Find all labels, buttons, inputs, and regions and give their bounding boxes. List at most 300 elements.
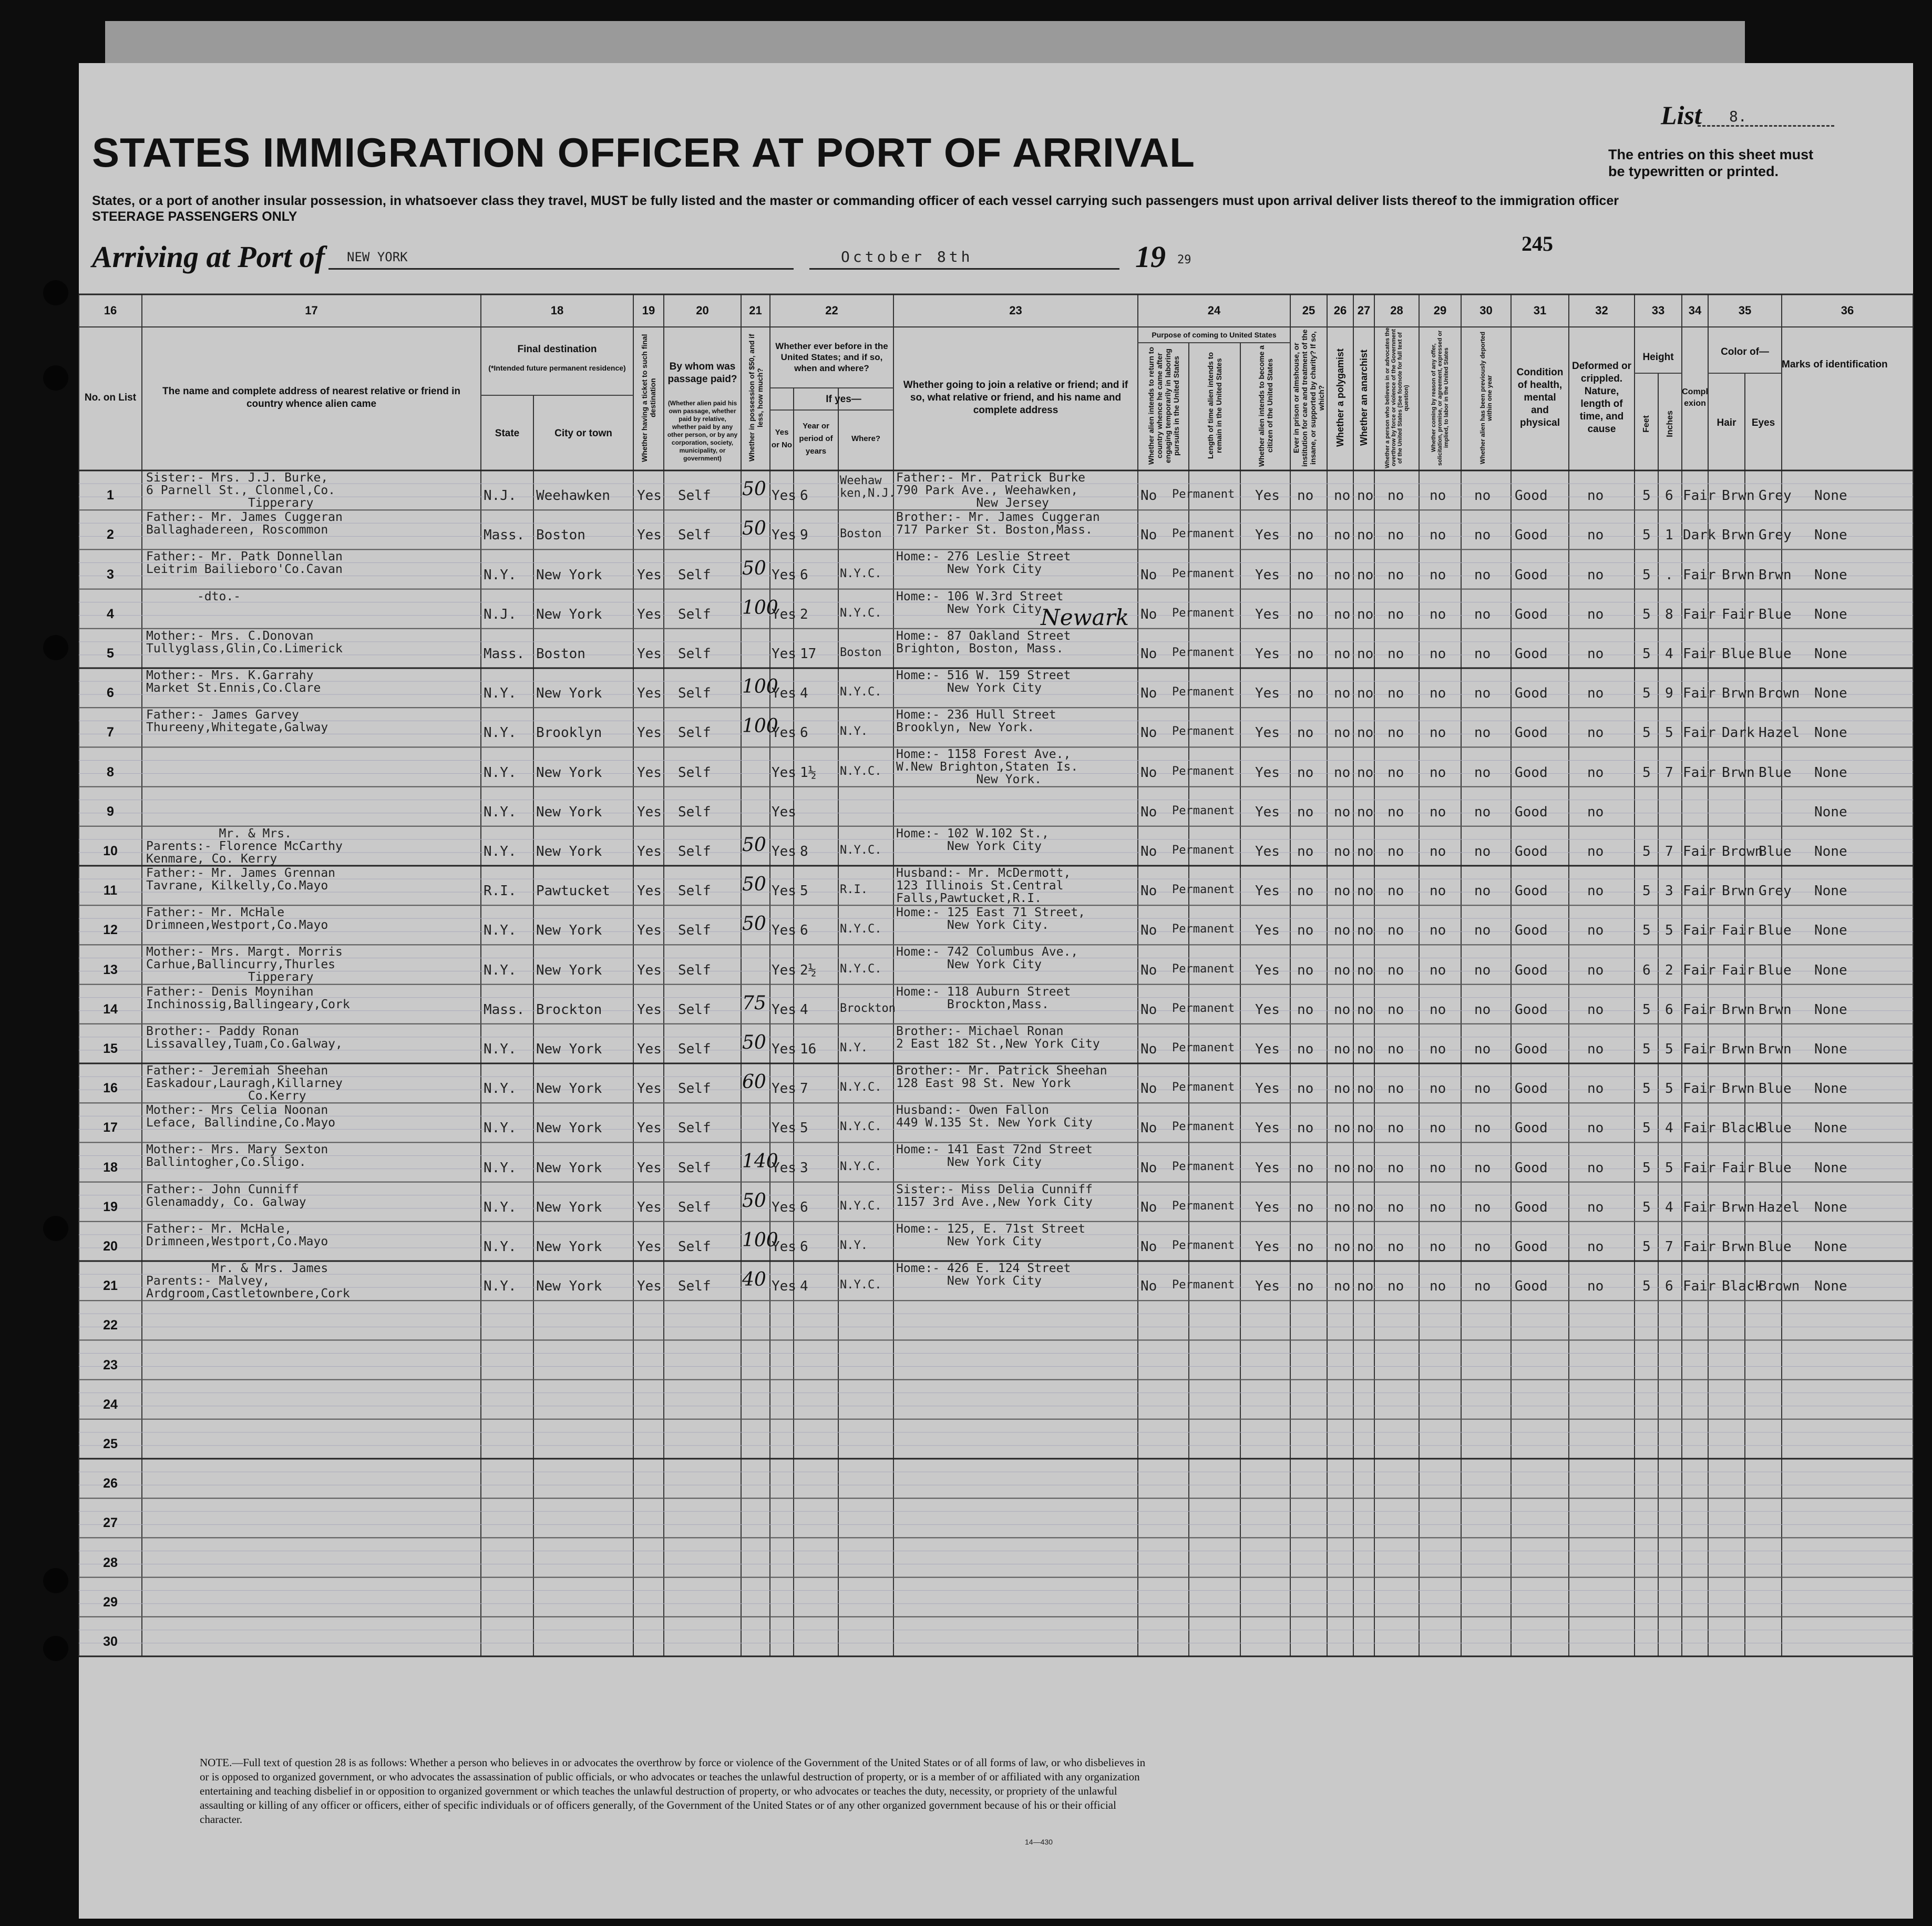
instruction-line: be typewritten or printed. [1608, 163, 1779, 179]
destination-state: N.J. [484, 606, 517, 622]
hair-color: Fair [1722, 606, 1755, 622]
identification-marks: None [1814, 844, 1847, 859]
deformity: no [1587, 962, 1604, 978]
header-inches-text: Inches [1665, 410, 1674, 437]
header-deformed: Deformed or crippled. Nature, length of time, and cause [1572, 361, 1631, 435]
contract-labor-status: no [1430, 527, 1446, 544]
ticket-status: Yes [637, 1199, 662, 1215]
ticket-status: Yes [637, 844, 662, 859]
intends-citizenship: Yes [1255, 883, 1280, 899]
prison-status: no [1297, 962, 1314, 978]
row-number: 4 [107, 606, 114, 621]
intends-return: No [1140, 1041, 1157, 1057]
eye-color: Grey [1759, 527, 1792, 544]
row-number: 16 [103, 1081, 118, 1096]
header-prison-text: Ever in prison or almshouse, or institution for care and treatment of the insane, or supported by charity? If so, which? [1292, 329, 1325, 467]
intends-return: No [1140, 685, 1157, 702]
row-number: 2 [107, 527, 114, 542]
ticket-status: Yes [637, 1239, 662, 1255]
relative-address: Father:- Mr. McHale, Drimneen,Westport,Co.Mayo [146, 1222, 328, 1248]
destination-state: N.Y. [484, 1278, 517, 1295]
header-state: State [495, 428, 520, 439]
anarchist-status: no [1357, 1199, 1374, 1215]
complexion: Fair [1683, 923, 1716, 939]
money-amount: 75 [742, 992, 766, 1014]
hair-color: Fair [1722, 923, 1755, 939]
hair-color: Brwn [1722, 685, 1755, 702]
height-feet: 5 [1642, 725, 1651, 741]
ticket-status: Yes [637, 606, 662, 622]
row-number: 7 [107, 725, 114, 740]
height-feet: 6 [1642, 962, 1651, 978]
anarchist-status: no [1357, 725, 1374, 741]
height-feet: 5 [1642, 1120, 1651, 1136]
relative-address: Father:- Denis Moynihan Inchinossig,Ballingeary,Cork [146, 985, 350, 1011]
destination-city: New York [536, 804, 602, 820]
destination-state: Mass. [484, 646, 525, 662]
passage-paid-by: Self [678, 1120, 711, 1136]
row-number: 22 [103, 1318, 118, 1333]
years-in-us: 4 [800, 1001, 808, 1018]
previous-location: N.Y. [840, 1041, 868, 1054]
prison-status: no [1297, 606, 1314, 622]
question-28-status: no [1388, 764, 1404, 781]
intends-return: No [1140, 844, 1157, 859]
complexion: Fair [1683, 646, 1716, 662]
intends-citizenship: Yes [1255, 1199, 1280, 1215]
deported-status: no [1474, 844, 1491, 859]
relative-address: Father:- Mr. McHale Drimneen,Westport,Co.Mayo [146, 906, 328, 933]
previously-in-us: Yes [772, 1199, 796, 1215]
identification-marks: None [1814, 1001, 1847, 1018]
relative-address: Mother:- Mrs. K.Garrahy Market St.Ennis,Co.Clare [146, 669, 321, 695]
deformity: no [1587, 527, 1604, 544]
height-inches: 5 [1665, 725, 1673, 741]
prison-status: no [1297, 725, 1314, 741]
column-number: 27 [1357, 304, 1371, 317]
identification-marks: None [1814, 567, 1847, 583]
contract-labor-status: no [1430, 844, 1446, 859]
prison-status: no [1297, 1001, 1314, 1018]
health-condition: Good [1515, 567, 1548, 583]
polygamist-status: no [1334, 725, 1351, 741]
deported-status: no [1474, 923, 1491, 939]
header-before-in-us: Whether ever before in the United States; and if so, when and where? [775, 341, 888, 373]
prison-status: no [1297, 1239, 1314, 1255]
length-of-stay: Permanent [1172, 764, 1235, 778]
relative-address: Father:- John Cunniff Glenamaddy, Co. Galway [146, 1182, 306, 1209]
complexion: Fair [1683, 685, 1716, 702]
height-feet: 5 [1642, 1001, 1651, 1018]
previously-in-us: Yes [772, 1041, 796, 1057]
joining-address: Home:- 236 Hull Street Brooklyn, New York. [896, 708, 1056, 735]
previously-in-us: Yes [772, 1278, 796, 1295]
eye-color: Hazel [1759, 1199, 1800, 1215]
list-label: List [1661, 100, 1702, 130]
column-number: 19 [642, 304, 655, 317]
row-number: 24 [103, 1397, 118, 1412]
contract-labor-status: no [1430, 646, 1446, 662]
eye-color: Blue [1759, 606, 1792, 622]
relative-address: -dto.- [146, 589, 241, 603]
complexion: Fair [1683, 567, 1716, 583]
hair-color: Fair [1722, 962, 1755, 978]
health-condition: Good [1515, 646, 1548, 662]
money-amount: 50 [742, 1190, 766, 1212]
previous-location: N.Y.C. [840, 606, 882, 620]
header-eyes: Eyes [1751, 417, 1775, 428]
question-28-status: no [1388, 844, 1404, 859]
port-of-arrival: NEW YORK [347, 250, 408, 264]
health-condition: Good [1515, 1239, 1548, 1255]
passage-paid-by: Self [678, 923, 711, 939]
row-number: 30 [103, 1634, 118, 1649]
intends-citizenship: Yes [1255, 1239, 1280, 1255]
column-number: 36 [1841, 304, 1854, 317]
contract-labor-status: no [1430, 1278, 1446, 1295]
intends-return: No [1140, 1120, 1157, 1136]
header-ticket-text: Whether having a ticket to such final destination [640, 334, 657, 462]
height-feet: 5 [1642, 527, 1651, 544]
anarchist-status: no [1357, 883, 1374, 899]
passage-paid-by: Self [678, 1001, 711, 1018]
intends-return: No [1140, 567, 1157, 583]
ticket-status: Yes [637, 725, 662, 741]
row-number: 18 [103, 1160, 118, 1175]
previously-in-us: Yes [772, 527, 796, 544]
passage-paid-by: Self [678, 1199, 711, 1215]
complexion: Fair [1683, 488, 1716, 504]
ticket-status: Yes [637, 646, 662, 662]
column-number: 35 [1738, 304, 1752, 317]
header-purpose: Purpose of coming to United States [1152, 331, 1277, 339]
prison-status: no [1297, 527, 1314, 544]
length-of-stay: Permanent [1172, 1199, 1235, 1213]
list-number: 8. [1729, 108, 1747, 125]
row-number: 12 [103, 923, 118, 938]
row-number: 29 [103, 1594, 118, 1610]
previously-in-us: Yes [772, 923, 796, 939]
question-28-status: no [1388, 883, 1404, 899]
hair-color: Brwn [1722, 527, 1755, 544]
header-contract-text: Whether coming by reason of any offer, solicitation, promise, or agreement, expressed or implied, to labor in the United States [1431, 330, 1450, 466]
height-feet: 5 [1642, 567, 1651, 583]
height-feet: 5 [1642, 764, 1651, 781]
header-purpose-citizen [1240, 343, 1290, 469]
previously-in-us: Yes [772, 962, 796, 978]
row-number: 20 [103, 1239, 118, 1254]
length-of-stay: Permanent [1172, 1041, 1235, 1054]
destination-city: New York [536, 923, 602, 939]
page-title: STATES IMMIGRATION OFFICER AT PORT OF ARRIVAL [92, 129, 1195, 176]
page-number: 245 [1522, 232, 1553, 255]
years-in-us: 6 [800, 923, 808, 939]
header-money [741, 327, 770, 469]
column-number: 33 [1651, 304, 1665, 317]
years-in-us: 7 [800, 1081, 808, 1097]
relative-address: Father:- Jeremiah Sheehan Easkadour,Lauragh,Killarney Co.Kerry [146, 1064, 343, 1103]
row-number: 15 [103, 1041, 118, 1056]
intends-citizenship: Yes [1255, 764, 1280, 781]
anarchist-status: no [1357, 844, 1374, 859]
header-purpose-length [1189, 343, 1240, 469]
height-feet: 5 [1642, 1199, 1651, 1215]
column-number: 29 [1433, 304, 1447, 317]
destination-city: New York [536, 844, 602, 859]
previous-location: N.Y.C. [840, 764, 882, 778]
destination-city: Weehawken [536, 488, 610, 504]
prison-status: no [1297, 1041, 1314, 1057]
instruction-line: The entries on this sheet must [1608, 147, 1814, 162]
question-28-status: no [1388, 606, 1404, 622]
polygamist-status: no [1334, 527, 1351, 544]
column-number: 21 [749, 304, 762, 317]
hair-color: Brwn [1722, 1239, 1755, 1255]
identification-marks: None [1814, 883, 1847, 899]
complexion: Fair [1683, 1239, 1716, 1255]
deported-status: no [1474, 962, 1491, 978]
header-purpose-citizen-text: Whether alien intends to become a citizen of the United States [1257, 345, 1274, 467]
arriving-label: Arriving at Port of [92, 240, 325, 274]
eye-color: Brown [1759, 1278, 1800, 1295]
polygamist-status: no [1334, 567, 1351, 583]
intends-citizenship: Yes [1255, 962, 1280, 978]
height-feet: 5 [1642, 844, 1651, 859]
deformity: no [1587, 1160, 1604, 1176]
row-number: 26 [103, 1476, 118, 1491]
anarchist-status: no [1357, 1081, 1374, 1097]
joining-address: Husband:- Mr. McDermott, 123 Illinois St.Central Falls,Pawtucket,R.I. [896, 866, 1071, 905]
years-in-us: 16 [800, 1041, 817, 1057]
destination-state: Mass. [484, 1001, 525, 1018]
ticket-status: Yes [637, 1278, 662, 1295]
money-amount: 50 [742, 478, 766, 500]
identification-marks: None [1814, 764, 1847, 781]
length-of-stay: Permanent [1172, 1120, 1235, 1134]
previous-location: N.Y.C. [840, 1081, 882, 1094]
health-condition: Good [1515, 685, 1548, 702]
deformity: no [1587, 804, 1604, 820]
destination-city: Boston [536, 527, 585, 544]
previously-in-us: Yes [772, 685, 796, 702]
deformity: no [1587, 606, 1604, 622]
contract-labor-status: no [1430, 1120, 1446, 1136]
hair-color: Fair [1722, 1160, 1755, 1176]
anarchist-status: no [1357, 764, 1374, 781]
complexion: Fair [1683, 1160, 1716, 1176]
header-question-28 [1374, 327, 1419, 469]
intends-return: No [1140, 764, 1157, 781]
identification-marks: None [1814, 1278, 1847, 1295]
passage-paid-by: Self [678, 646, 711, 662]
prison-status: no [1297, 685, 1314, 702]
deported-status: no [1474, 646, 1491, 662]
previous-location: N.Y. [840, 725, 868, 739]
joining-address: Home:- 125, E. 71st Street New York City [896, 1222, 1086, 1248]
question-28-status: no [1388, 527, 1404, 544]
passage-paid-by: Self [678, 725, 711, 741]
polygamist-status: no [1334, 1120, 1351, 1136]
joining-address: Brother:- Mr. Patrick Sheehan 128 East 98 St. New York [896, 1064, 1107, 1090]
previously-in-us: Yes [772, 1001, 796, 1018]
header-feet [1635, 378, 1658, 469]
question-28-status: no [1388, 488, 1404, 504]
passage-paid-by: Self [678, 1081, 711, 1097]
intends-citizenship: Yes [1255, 527, 1280, 544]
deported-status: no [1474, 1160, 1491, 1176]
question-28-status: no [1388, 646, 1404, 662]
row-number: 11 [103, 883, 118, 898]
previous-location: N.Y.C. [840, 1160, 882, 1173]
years-in-us: 3 [800, 1160, 808, 1176]
money-amount: 100 [742, 597, 778, 619]
previous-location: N.Y.C. [840, 1278, 882, 1292]
destination-city: New York [536, 962, 602, 978]
header-deported [1461, 327, 1511, 469]
prison-status: no [1297, 567, 1314, 583]
previously-in-us: Yes [772, 725, 796, 741]
destination-city: New York [536, 606, 602, 622]
anarchist-status: no [1357, 646, 1374, 662]
column-number: 25 [1302, 304, 1316, 317]
relative-address: Father:- Mr. James Cuggeran Ballaghadereen, Roscommon [146, 510, 343, 537]
header-anarchist [1353, 327, 1374, 469]
header-purpose-length-text: Length of time alien intends to remain in the United States [1206, 352, 1223, 459]
destination-city: New York [536, 1081, 602, 1097]
intends-return: No [1140, 804, 1157, 820]
eye-color: Blue [1759, 1081, 1792, 1097]
eye-color: Blue [1759, 646, 1792, 662]
eye-color: Blue [1759, 962, 1792, 978]
height-feet: 5 [1642, 883, 1651, 899]
row-number: 10 [103, 844, 118, 858]
length-of-stay: Permanent [1172, 725, 1235, 739]
column-number: 22 [825, 304, 838, 317]
header-no-on-list: No. on List [84, 392, 137, 403]
footnote-question-28: NOTE.—Full text of question 28 is as follows: Whether a person who believes in or advocates the overthrow by force or violence of the Government of the United States or of all forms of law, or who disbelieves in or is opposed to organized government, or who advocates the assassination of public officials, or who advocates or teaches the unlawful destruction of property, or is a member of or affiliated with any organization entertaining and teaching disbelief in or opposition to organized government or which teaches the unlawful destruction of property, or who advocates or teaches the duty, necessity, or propriety of the unlawful assaulting or killing of any officer or officers, either of specific individuals or of officers generally, of the Government of the United States or of any other organized government because of his or their official character. [200, 1756, 1146, 1826]
deformity: no [1587, 488, 1604, 504]
row-number: 25 [103, 1437, 118, 1451]
contract-labor-status: no [1430, 923, 1446, 939]
row-number: 21 [103, 1278, 118, 1294]
destination-state: N.Y. [484, 725, 517, 741]
destination-state: N.Y. [484, 844, 517, 859]
intends-citizenship: Yes [1255, 1081, 1280, 1097]
identification-marks: None [1814, 646, 1847, 662]
health-condition: Good [1515, 923, 1548, 939]
header-health: Condition of health, mental and physical [1516, 367, 1564, 428]
previous-location: N.Y.C. [840, 685, 882, 699]
destination-city: Boston [536, 646, 585, 662]
hair-color: Brwn [1722, 764, 1755, 781]
intends-return: No [1140, 1001, 1157, 1018]
header-where: Where? [851, 434, 880, 443]
years-in-us: 2½ [800, 962, 817, 978]
length-of-stay: Permanent [1172, 1001, 1235, 1015]
contract-labor-status: no [1430, 567, 1446, 583]
length-of-stay: Permanent [1172, 1081, 1235, 1094]
hair-color: Black [1722, 1120, 1763, 1136]
money-amount: 40 [742, 1269, 766, 1291]
joining-address: Home:- 426 E. 124 Street New York City [896, 1262, 1071, 1288]
prison-status: no [1297, 923, 1314, 939]
deported-status: no [1474, 804, 1491, 820]
deported-status: no [1474, 883, 1491, 899]
ticket-status: Yes [637, 1081, 662, 1097]
previous-location: N.Y.C. [840, 1120, 882, 1134]
money-amount: 50 [742, 518, 766, 540]
passage-paid-by: Self [678, 527, 711, 544]
contract-labor-status: no [1430, 1081, 1446, 1097]
joining-address: Husband:- Owen Fallon 449 W.135 St. New York City [896, 1103, 1093, 1130]
hair-color: Brown [1722, 844, 1763, 859]
passage-paid-by: Self [678, 488, 711, 504]
health-condition: Good [1515, 606, 1548, 622]
complexion: Fair [1683, 1081, 1716, 1097]
height-inches: 7 [1665, 1239, 1673, 1255]
height-inches: 5 [1665, 1041, 1673, 1057]
height-feet: 5 [1642, 923, 1651, 939]
question-28-status: no [1388, 1120, 1404, 1136]
height-inches: 4 [1665, 646, 1673, 662]
contract-labor-status: no [1430, 1239, 1446, 1255]
passage-paid-by: Self [678, 962, 711, 978]
destination-state: N.Y. [484, 923, 517, 939]
relative-address: Mr. & Mrs. James Parents:- Malvey, Ardgroom,Castletownbere,Cork [146, 1262, 350, 1300]
destination-state: N.Y. [484, 567, 517, 583]
previously-in-us: Yes [772, 606, 796, 622]
anarchist-status: no [1357, 527, 1374, 544]
relative-address: Father:- Mr. Patk Donnellan Leitrim Bailieboro'Co.Cavan [146, 550, 343, 577]
header-complexion: Complexion [1682, 387, 1708, 408]
years-in-us: 8 [800, 844, 808, 859]
prison-status: no [1297, 1120, 1314, 1136]
years-in-us: 4 [800, 685, 808, 702]
intends-citizenship: Yes [1255, 804, 1280, 820]
complexion: Fair [1683, 1001, 1716, 1018]
length-of-stay: Permanent [1172, 1239, 1235, 1252]
height-inches: 6 [1665, 488, 1673, 504]
hair-color: Brwn [1722, 1199, 1755, 1215]
joining-address: Home:- 276 Leslie Street New York City [896, 550, 1071, 577]
destination-state: N.Y. [484, 962, 517, 978]
prison-status: no [1297, 1199, 1314, 1215]
health-condition: Good [1515, 488, 1548, 504]
relative-address: Mother:- Mrs. Mary Sexton Ballintogher,Co.Sligo. [146, 1143, 328, 1170]
joining-address: Home:- 125 East 71 Street, New York City. [896, 906, 1086, 933]
hair-color: Brwn [1722, 488, 1755, 504]
deformity: no [1587, 725, 1604, 741]
header-question-28-text: Whether a person who believes in or advocates the overthrow by force or violence of the Government of the United States (See footnote for full text of question) [1384, 327, 1410, 468]
eye-color: Brwn [1759, 1041, 1792, 1057]
destination-city: Pawtucket [536, 883, 610, 899]
column-number: 16 [104, 304, 117, 317]
anarchist-status: no [1357, 1160, 1374, 1176]
destination-city: New York [536, 1041, 602, 1057]
row-number: 14 [103, 1001, 118, 1017]
header-contract [1419, 327, 1461, 469]
polygamist-status: no [1334, 804, 1351, 820]
health-condition: Good [1515, 883, 1548, 899]
polygamist-status: no [1334, 962, 1351, 978]
year-prefix: 19 [1135, 240, 1166, 274]
hair-color: Brwn [1722, 1001, 1755, 1018]
hair-color: Brwn [1722, 1081, 1755, 1097]
anarchist-status: no [1357, 962, 1374, 978]
question-28-status: no [1388, 962, 1404, 978]
relative-address: Father:- James Garvey Thureeny,Whitegate,Galway [146, 708, 328, 735]
intends-citizenship: Yes [1255, 488, 1280, 504]
